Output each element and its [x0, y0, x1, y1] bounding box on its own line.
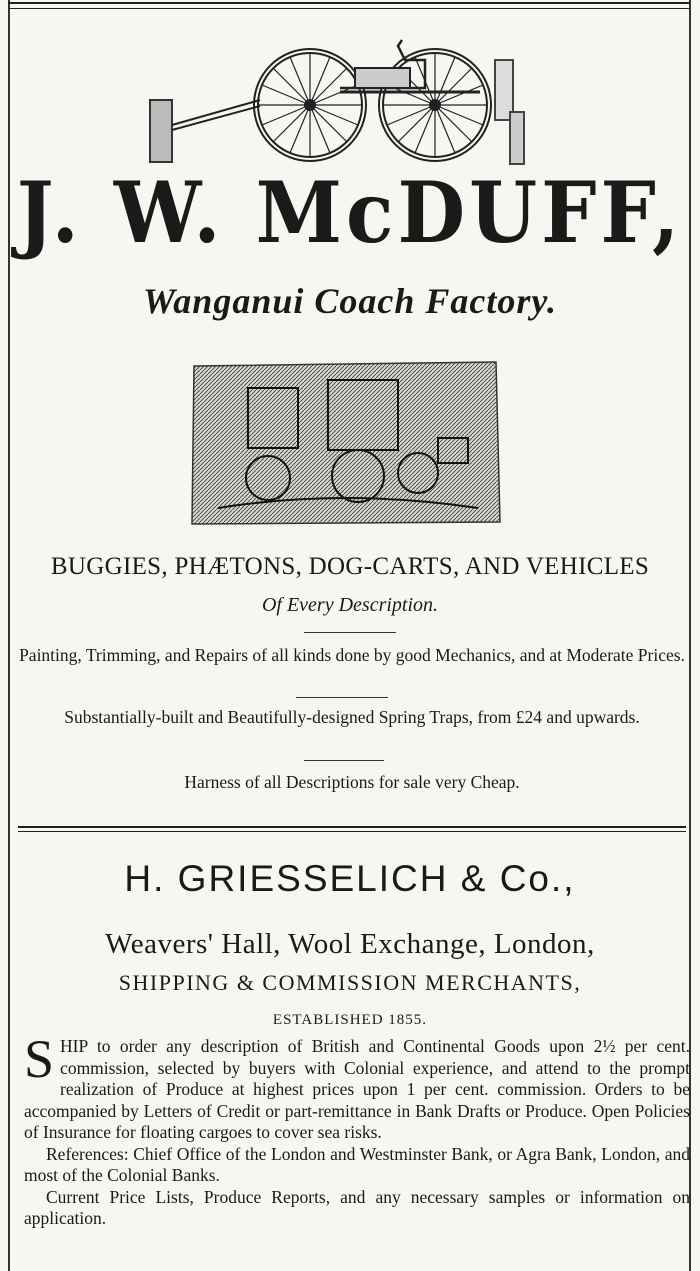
ship-paragraph: HIP to order any description of British and Continental Goods upon 2½ per cent. commission, selected by buyers with Colonial experience, and attend to the prompt realization of Produce at highest prices upon 1 per cent. commission. Orders to be accompanied by Letters of Credit or part-remittance in Bank Drafts or Produce. Open Policies of Insurance for floating cargoes to cover sea risks.	[24, 1036, 690, 1142]
painting-notice: Painting, Trimming, and Repairs of all kinds done by good Mechanics, and at Moderate Prices.	[19, 645, 685, 665]
references-paragraph: References: Chief Office of the London and Westminster Bank, or Agra Bank, London, and most of the Colonial Banks.	[24, 1143, 690, 1185]
buggy-illustration	[140, 30, 540, 170]
harness-notice: Harness of all Descriptions for sale very Cheap.	[184, 772, 520, 792]
headline: J. W. McDUFF,	[16, 164, 684, 263]
divider	[304, 632, 396, 633]
price-lists-paragraph: Current Price Lists, Produce Reports, and any necessary samples or information on application.	[24, 1186, 690, 1228]
subhead: Wanganui Coach Factory.	[142, 281, 558, 321]
firm-address: Weavers' Hall, Wool Exchange, London,	[105, 928, 595, 960]
top-rule	[8, 2, 691, 9]
every-description: Of Every Description.	[261, 594, 439, 616]
spring-traps-notice: Substantially-built and Beautifully-designed Spring Traps, from £24 and upwards.	[64, 707, 640, 727]
firm-name: H. GRIESSELICH & Co.,	[124, 858, 576, 899]
vehicle-types: BUGGIES, PHÆTONS, DOG-CARTS, AND VEHICLES	[50, 553, 650, 580]
firm-trade: SHIPPING & COMMISSION MERCHANTS,	[118, 970, 582, 995]
ad-separator	[18, 826, 686, 832]
merchant-body	[24, 1029, 690, 1230]
divider	[304, 760, 384, 761]
established-date: ESTABLISHED 1855.	[272, 1012, 428, 1028]
coach-factory-engraving	[188, 358, 502, 528]
divider	[296, 697, 388, 698]
drop-cap: S	[24, 1029, 55, 1089]
